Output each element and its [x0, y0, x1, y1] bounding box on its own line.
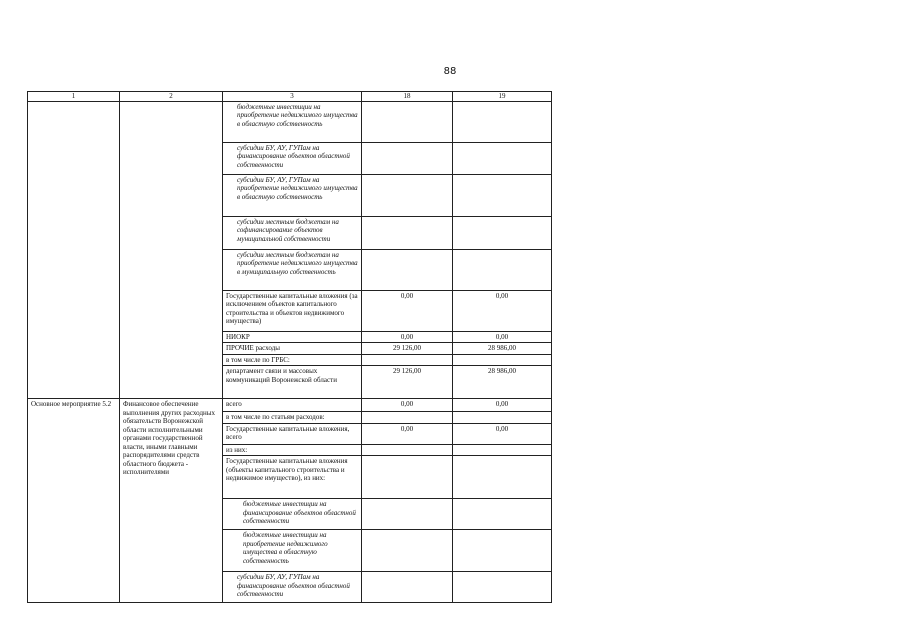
header-cell: 19 [453, 92, 552, 102]
value-18: 0,00 [362, 290, 453, 331]
value-18 [362, 499, 453, 530]
value-19: 0,00 [453, 423, 552, 444]
value-19 [453, 444, 552, 456]
row-label: НИОКР [223, 331, 362, 343]
value-18: 0,00 [362, 423, 453, 444]
value-19: 28 986,00 [453, 366, 552, 399]
value-19: 0,00 [453, 399, 552, 412]
row-label: Государственные капитальные вложения, всего [223, 423, 362, 444]
value-19 [453, 530, 552, 572]
row-label: субсидии БУ, АУ, ГУПам на финансирование объектов областной собственности [223, 142, 362, 174]
value-18 [362, 142, 453, 174]
value-18 [362, 456, 453, 499]
value-18 [362, 174, 453, 216]
value-19 [453, 354, 552, 366]
activity-description: Финансовое обеспечение выполнения других расходных обязательств Воронежской области исполнительными органами государственной власти, иными главными распорядителями средств областного бюджета - исполнителями [120, 399, 223, 603]
col1-cell [28, 101, 120, 399]
row-label: бюджетные инвестиции на приобретение недвижимого имущества в областную собственность [223, 101, 362, 142]
row-label: в том числе по ГРБС: [223, 354, 362, 366]
value-18 [362, 101, 453, 142]
page-number: 88 [443, 66, 457, 77]
value-19: 28 986,00 [453, 343, 552, 355]
row-label: Государственные капитальные вложения (за исключением объектов капитального строительства и объектов недвижимого имущества) [223, 290, 362, 331]
activity-code: Основное мероприятие 5.2 [28, 399, 120, 603]
value-18 [362, 354, 453, 366]
row-label: в том числе по статьям расходов: [223, 412, 362, 424]
row-label: ПРОЧИЕ расходы [223, 343, 362, 355]
value-19: 0,00 [453, 290, 552, 331]
value-18 [362, 444, 453, 456]
value-19 [453, 142, 552, 174]
value-19 [453, 249, 552, 290]
value-18: 29 126,00 [362, 366, 453, 399]
table-row [28, 399, 552, 412]
value-19 [453, 101, 552, 142]
value-18 [362, 412, 453, 424]
value-18 [362, 572, 453, 603]
value-19 [453, 174, 552, 216]
row-label: департамент связи и массовых коммуникаций Воронежской области [223, 366, 362, 399]
value-18: 0,00 [362, 399, 453, 412]
value-18 [362, 249, 453, 290]
header-cell: 1 [28, 92, 120, 102]
value-19 [453, 499, 552, 530]
header-cell: 2 [120, 92, 223, 102]
value-19 [453, 412, 552, 424]
value-19 [453, 216, 552, 249]
value-19 [453, 456, 552, 499]
budget-table [27, 91, 552, 603]
row-label: субсидии БУ, АУ, ГУПам на приобретение недвижимого имущества в областную собственность [223, 174, 362, 216]
value-18: 0,00 [362, 331, 453, 343]
value-18: 29 126,00 [362, 343, 453, 355]
row-label: бюджетные инвестиции на финансирование объектов областной собственности [223, 499, 362, 530]
row-label: субсидии местным бюджетам на приобретение недвижимого имущества в муниципальную собственность [223, 249, 362, 290]
header-cell: 3 [223, 92, 362, 102]
table-row [28, 101, 552, 142]
row-label: бюджетные инвестиции на приобретение недвижимого имущества в областную собственность [223, 530, 362, 572]
row-label: Государственные капитальные вложения (объекты капитального строительства и недвижимое имущество), из них: [223, 456, 362, 499]
header-cell: 18 [362, 92, 453, 102]
value-19 [453, 572, 552, 603]
value-18 [362, 216, 453, 249]
col2-cell [120, 101, 223, 399]
row-label: субсидии БУ, АУ, ГУПам на финансирование объектов областной собственности [223, 572, 362, 603]
row-label: всего [223, 399, 362, 412]
row-label: из них: [223, 444, 362, 456]
header-row [28, 92, 552, 102]
value-18 [362, 530, 453, 572]
value-19: 0,00 [453, 331, 552, 343]
row-label: субсидии местным бюджетам на софинансирование объектов муниципальной собственности [223, 216, 362, 249]
